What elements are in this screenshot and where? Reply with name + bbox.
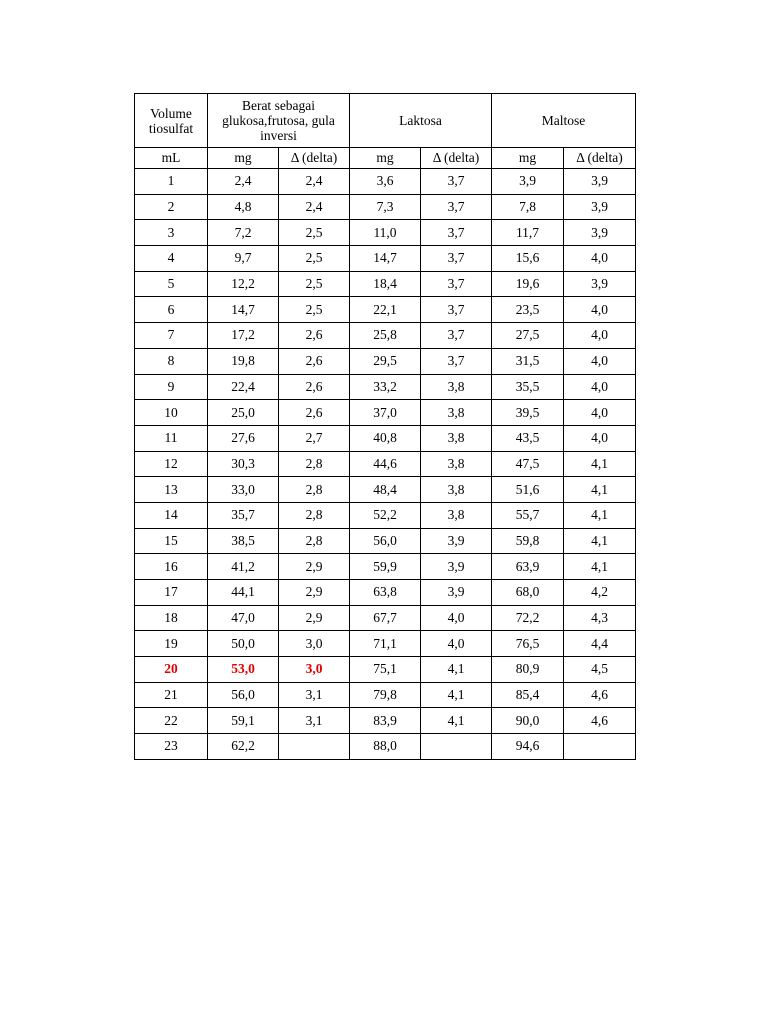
cell-laktosa-delta: 4,1 xyxy=(421,657,492,683)
header-unit-delta: Δ (delta) xyxy=(279,148,350,169)
cell-maltose-mg: 80,9 xyxy=(492,657,564,683)
table-row xyxy=(135,451,636,477)
cell-glucose-delta: 2,9 xyxy=(279,580,350,606)
header-unit-mg: mg xyxy=(492,148,564,169)
cell-laktosa-delta: 3,7 xyxy=(421,271,492,297)
cell-maltose-mg: 15,6 xyxy=(492,246,564,272)
cell-laktosa-delta: 4,0 xyxy=(421,605,492,631)
header-unit-mg: mg xyxy=(208,148,279,169)
cell-maltose-delta: 3,9 xyxy=(564,271,636,297)
table-row xyxy=(135,631,636,657)
cell-volume-ml: 10 xyxy=(135,400,208,426)
cell-volume-ml: 4 xyxy=(135,246,208,272)
cell-laktosa-mg: 83,9 xyxy=(350,708,421,734)
cell-glucose-mg: 22,4 xyxy=(208,374,279,400)
header-group-laktosa: Laktosa xyxy=(350,94,492,148)
cell-glucose-mg: 17,2 xyxy=(208,323,279,349)
cell-laktosa-delta xyxy=(421,734,492,760)
cell-maltose-delta: 4,0 xyxy=(564,425,636,451)
cell-glucose-delta: 2,8 xyxy=(279,502,350,528)
cell-glucose-mg: 9,7 xyxy=(208,246,279,272)
cell-glucose-mg: 33,0 xyxy=(208,477,279,503)
cell-maltose-delta: 4,5 xyxy=(564,657,636,683)
cell-volume-ml: 8 xyxy=(135,348,208,374)
cell-maltose-delta: 4,4 xyxy=(564,631,636,657)
cell-laktosa-mg: 59,9 xyxy=(350,554,421,580)
cell-glucose-mg: 27,6 xyxy=(208,425,279,451)
cell-maltose-mg: 19,6 xyxy=(492,271,564,297)
cell-laktosa-mg: 29,5 xyxy=(350,348,421,374)
cell-maltose-mg: 94,6 xyxy=(492,734,564,760)
cell-maltose-delta: 4,6 xyxy=(564,708,636,734)
cell-maltose-delta: 4,1 xyxy=(564,502,636,528)
table-body xyxy=(135,169,636,760)
header-row-units xyxy=(135,148,636,169)
cell-maltose-mg: 11,7 xyxy=(492,220,564,246)
cell-laktosa-mg: 22,1 xyxy=(350,297,421,323)
cell-maltose-mg: 72,2 xyxy=(492,605,564,631)
cell-maltose-delta: 4,0 xyxy=(564,400,636,426)
table-row xyxy=(135,297,636,323)
header-unit-delta: Δ (delta) xyxy=(421,148,492,169)
cell-maltose-delta: 4,0 xyxy=(564,348,636,374)
cell-laktosa-mg: 44,6 xyxy=(350,451,421,477)
table-row xyxy=(135,348,636,374)
cell-volume-ml: 12 xyxy=(135,451,208,477)
cell-laktosa-mg: 71,1 xyxy=(350,631,421,657)
cell-glucose-mg: 41,2 xyxy=(208,554,279,580)
cell-laktosa-delta: 3,7 xyxy=(421,246,492,272)
cell-maltose-mg: 51,6 xyxy=(492,477,564,503)
table-row xyxy=(135,657,636,683)
cell-maltose-mg: 85,4 xyxy=(492,682,564,708)
cell-glucose-delta: 2,8 xyxy=(279,528,350,554)
table-row xyxy=(135,708,636,734)
header-unit-ml: mL xyxy=(135,148,208,169)
sugar-titration-table-container xyxy=(134,93,635,760)
cell-glucose-delta: 2,6 xyxy=(279,374,350,400)
table-row xyxy=(135,580,636,606)
table-row xyxy=(135,220,636,246)
cell-maltose-mg: 7,8 xyxy=(492,194,564,220)
cell-glucose-delta: 2,9 xyxy=(279,554,350,580)
cell-glucose-mg: 62,2 xyxy=(208,734,279,760)
header-unit-delta: Δ (delta) xyxy=(564,148,636,169)
cell-laktosa-delta: 3,9 xyxy=(421,554,492,580)
table-row xyxy=(135,682,636,708)
table-row xyxy=(135,528,636,554)
table-row xyxy=(135,734,636,760)
cell-glucose-delta: 2,5 xyxy=(279,246,350,272)
cell-maltose-delta: 4,1 xyxy=(564,451,636,477)
table-row xyxy=(135,477,636,503)
table-row xyxy=(135,425,636,451)
table-row xyxy=(135,246,636,272)
cell-volume-ml: 18 xyxy=(135,605,208,631)
header-unit-mg: mg xyxy=(350,148,421,169)
cell-laktosa-delta: 3,8 xyxy=(421,477,492,503)
cell-glucose-mg: 53,0 xyxy=(208,657,279,683)
cell-laktosa-delta: 3,8 xyxy=(421,502,492,528)
cell-laktosa-mg: 88,0 xyxy=(350,734,421,760)
cell-maltose-delta: 4,1 xyxy=(564,528,636,554)
header-volume-tiosulfat: Volume tiosulfat xyxy=(135,94,208,148)
cell-maltose-delta: 4,0 xyxy=(564,323,636,349)
cell-volume-ml: 6 xyxy=(135,297,208,323)
cell-glucose-mg: 38,5 xyxy=(208,528,279,554)
cell-glucose-delta: 2,6 xyxy=(279,323,350,349)
cell-glucose-mg: 56,0 xyxy=(208,682,279,708)
cell-maltose-delta: 4,0 xyxy=(564,297,636,323)
cell-glucose-mg: 12,2 xyxy=(208,271,279,297)
cell-laktosa-mg: 75,1 xyxy=(350,657,421,683)
cell-volume-ml: 17 xyxy=(135,580,208,606)
cell-maltose-delta: 4,3 xyxy=(564,605,636,631)
cell-glucose-mg: 35,7 xyxy=(208,502,279,528)
cell-maltose-delta xyxy=(564,734,636,760)
cell-maltose-mg: 59,8 xyxy=(492,528,564,554)
cell-glucose-mg: 30,3 xyxy=(208,451,279,477)
cell-glucose-mg: 4,8 xyxy=(208,194,279,220)
cell-glucose-delta: 2,4 xyxy=(279,169,350,195)
cell-laktosa-delta: 3,7 xyxy=(421,348,492,374)
cell-maltose-delta: 3,9 xyxy=(564,194,636,220)
cell-volume-ml: 14 xyxy=(135,502,208,528)
cell-glucose-delta: 2,5 xyxy=(279,271,350,297)
cell-volume-ml: 3 xyxy=(135,220,208,246)
sugar-titration-table xyxy=(134,93,636,760)
cell-laktosa-mg: 37,0 xyxy=(350,400,421,426)
cell-volume-ml: 13 xyxy=(135,477,208,503)
cell-glucose-delta: 2,5 xyxy=(279,220,350,246)
cell-maltose-mg: 43,5 xyxy=(492,425,564,451)
cell-maltose-delta: 4,2 xyxy=(564,580,636,606)
cell-glucose-delta: 2,9 xyxy=(279,605,350,631)
cell-laktosa-mg: 14,7 xyxy=(350,246,421,272)
cell-laktosa-mg: 56,0 xyxy=(350,528,421,554)
cell-maltose-delta: 4,0 xyxy=(564,374,636,400)
table-row xyxy=(135,169,636,195)
cell-glucose-delta: 2,4 xyxy=(279,194,350,220)
cell-volume-ml: 11 xyxy=(135,425,208,451)
cell-maltose-mg: 27,5 xyxy=(492,323,564,349)
cell-maltose-mg: 47,5 xyxy=(492,451,564,477)
cell-laktosa-mg: 67,7 xyxy=(350,605,421,631)
cell-maltose-mg: 63,9 xyxy=(492,554,564,580)
cell-volume-ml: 5 xyxy=(135,271,208,297)
cell-glucose-delta: 3,1 xyxy=(279,708,350,734)
cell-laktosa-delta: 4,1 xyxy=(421,708,492,734)
cell-laktosa-delta: 3,8 xyxy=(421,451,492,477)
cell-glucose-delta xyxy=(279,734,350,760)
cell-maltose-mg: 35,5 xyxy=(492,374,564,400)
table-row xyxy=(135,554,636,580)
cell-glucose-mg: 14,7 xyxy=(208,297,279,323)
cell-volume-ml: 7 xyxy=(135,323,208,349)
cell-maltose-mg: 76,5 xyxy=(492,631,564,657)
cell-volume-ml: 16 xyxy=(135,554,208,580)
table-row xyxy=(135,374,636,400)
cell-glucose-mg: 19,8 xyxy=(208,348,279,374)
cell-maltose-mg: 23,5 xyxy=(492,297,564,323)
cell-glucose-delta: 3,1 xyxy=(279,682,350,708)
cell-laktosa-delta: 3,7 xyxy=(421,323,492,349)
table-row xyxy=(135,400,636,426)
cell-laktosa-mg: 52,2 xyxy=(350,502,421,528)
cell-volume-ml: 20 xyxy=(135,657,208,683)
header-group-maltose: Maltose xyxy=(492,94,636,148)
cell-volume-ml: 15 xyxy=(135,528,208,554)
cell-maltose-delta: 4,0 xyxy=(564,246,636,272)
header-group-glucose: Berat sebagai glukosa,frutosa, gula inversi xyxy=(208,94,350,148)
table-row xyxy=(135,502,636,528)
cell-laktosa-delta: 3,7 xyxy=(421,169,492,195)
cell-laktosa-delta: 3,7 xyxy=(421,220,492,246)
cell-laktosa-delta: 3,8 xyxy=(421,425,492,451)
cell-maltose-mg: 90,0 xyxy=(492,708,564,734)
cell-laktosa-delta: 3,8 xyxy=(421,400,492,426)
cell-maltose-delta: 3,9 xyxy=(564,169,636,195)
cell-laktosa-delta: 3,9 xyxy=(421,580,492,606)
cell-glucose-delta: 3,0 xyxy=(279,631,350,657)
cell-laktosa-delta: 4,1 xyxy=(421,682,492,708)
table-row xyxy=(135,323,636,349)
table-row xyxy=(135,605,636,631)
cell-glucose-mg: 44,1 xyxy=(208,580,279,606)
cell-maltose-delta: 4,6 xyxy=(564,682,636,708)
cell-laktosa-delta: 4,0 xyxy=(421,631,492,657)
cell-maltose-mg: 3,9 xyxy=(492,169,564,195)
cell-glucose-delta: 2,5 xyxy=(279,297,350,323)
table-row xyxy=(135,194,636,220)
cell-laktosa-mg: 25,8 xyxy=(350,323,421,349)
cell-maltose-mg: 68,0 xyxy=(492,580,564,606)
table-row xyxy=(135,271,636,297)
cell-volume-ml: 1 xyxy=(135,169,208,195)
cell-maltose-mg: 31,5 xyxy=(492,348,564,374)
cell-maltose-delta: 3,9 xyxy=(564,220,636,246)
cell-laktosa-mg: 79,8 xyxy=(350,682,421,708)
cell-laktosa-mg: 33,2 xyxy=(350,374,421,400)
cell-glucose-delta: 3,0 xyxy=(279,657,350,683)
cell-laktosa-mg: 11,0 xyxy=(350,220,421,246)
cell-laktosa-mg: 7,3 xyxy=(350,194,421,220)
cell-volume-ml: 21 xyxy=(135,682,208,708)
cell-maltose-delta: 4,1 xyxy=(564,477,636,503)
cell-maltose-mg: 55,7 xyxy=(492,502,564,528)
cell-glucose-delta: 2,6 xyxy=(279,400,350,426)
cell-glucose-mg: 2,4 xyxy=(208,169,279,195)
cell-laktosa-delta: 3,9 xyxy=(421,528,492,554)
cell-laktosa-delta: 3,7 xyxy=(421,194,492,220)
cell-glucose-mg: 25,0 xyxy=(208,400,279,426)
cell-volume-ml: 2 xyxy=(135,194,208,220)
cell-volume-ml: 9 xyxy=(135,374,208,400)
cell-glucose-delta: 2,6 xyxy=(279,348,350,374)
cell-volume-ml: 19 xyxy=(135,631,208,657)
cell-glucose-delta: 2,8 xyxy=(279,451,350,477)
cell-volume-ml: 22 xyxy=(135,708,208,734)
cell-glucose-delta: 2,8 xyxy=(279,477,350,503)
cell-maltose-delta: 4,1 xyxy=(564,554,636,580)
cell-laktosa-mg: 63,8 xyxy=(350,580,421,606)
cell-laktosa-delta: 3,7 xyxy=(421,297,492,323)
cell-glucose-delta: 2,7 xyxy=(279,425,350,451)
cell-laktosa-mg: 40,8 xyxy=(350,425,421,451)
cell-maltose-mg: 39,5 xyxy=(492,400,564,426)
cell-laktosa-mg: 3,6 xyxy=(350,169,421,195)
cell-glucose-mg: 59,1 xyxy=(208,708,279,734)
cell-laktosa-mg: 48,4 xyxy=(350,477,421,503)
cell-glucose-mg: 50,0 xyxy=(208,631,279,657)
cell-glucose-mg: 47,0 xyxy=(208,605,279,631)
cell-laktosa-delta: 3,8 xyxy=(421,374,492,400)
cell-volume-ml: 23 xyxy=(135,734,208,760)
header-row-groups xyxy=(135,94,636,148)
cell-glucose-mg: 7,2 xyxy=(208,220,279,246)
cell-laktosa-mg: 18,4 xyxy=(350,271,421,297)
